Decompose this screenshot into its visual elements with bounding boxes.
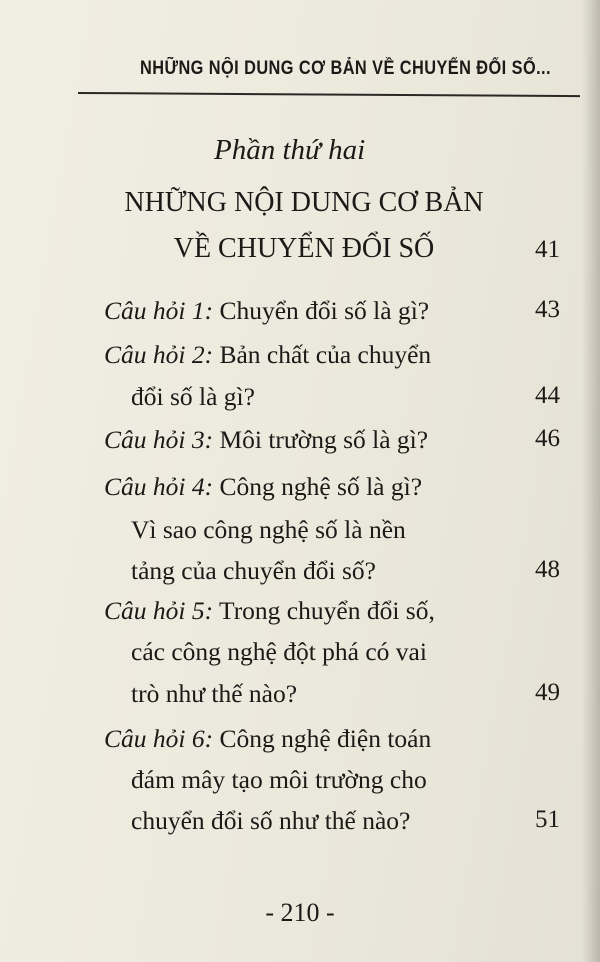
toc-entry-page: 46 — [535, 425, 560, 452]
toc-entry-6 — [104, 724, 431, 754]
toc-entry-label: Câu hỏi 3: — [104, 425, 214, 454]
page-edge-shadow — [582, 0, 600, 962]
toc-entry-label: Câu hỏi 1: — [104, 296, 214, 325]
section-title-line-2: VỀ CHUYỂN ĐỔI SỐ — [173, 233, 435, 264]
toc-entry-continuation: đổi số là gì? — [131, 382, 255, 411]
toc-entry-page: 48 — [535, 556, 560, 583]
toc-entry-text: Chuyển đổi số là gì? — [219, 296, 430, 325]
toc-entry-text: Bản chất của chuyển — [219, 340, 432, 369]
toc-entry-text: Công nghệ số là gì? — [219, 472, 423, 501]
toc-entry-page: 43 — [535, 296, 560, 323]
toc-entry-4 — [104, 472, 422, 502]
toc-entry-page: 49 — [535, 679, 560, 706]
running-head: NHỮNG NỘI DUNG CƠ BẢN VỀ CHUYỂN ĐỔI SỐ... — [140, 58, 551, 79]
toc-entry-1 — [104, 296, 429, 326]
toc-entry-continuation: tảng của chuyển đổi số? — [131, 556, 377, 585]
toc-entry-continuation: đám mây tạo môi trường cho — [131, 765, 427, 794]
toc-entry-continuation: trò như thế nào? — [131, 679, 298, 708]
toc-entry-3 — [104, 425, 428, 455]
toc-entry-continuation: Vì sao công nghệ số là nền — [131, 515, 406, 544]
header-rule — [78, 92, 580, 97]
toc-entry-page: 51 — [535, 806, 560, 833]
section-page-number: 41 — [535, 236, 560, 263]
toc-entry-5 — [104, 596, 435, 626]
toc-entry-text: Công nghệ điện toán — [219, 724, 432, 753]
page-number: - 210 - — [265, 898, 335, 927]
section-title-line-1: NHỮNG NỘI DUNG CƠ BẢN — [124, 187, 484, 218]
toc-entry-label: Câu hỏi 5: — [104, 596, 214, 625]
toc-entry-continuation: chuyển đổi số như thế nào? — [131, 806, 411, 835]
toc-entry-2 — [104, 340, 431, 370]
toc-entry-continuation: các công nghệ đột phá có vai — [131, 637, 427, 666]
toc-entry-label: Câu hỏi 4: — [104, 472, 214, 501]
part-label: Phần thứ hai — [214, 134, 366, 166]
toc-entry-text: Môi trường số là gì? — [219, 425, 429, 454]
toc-entry-label: Câu hỏi 2: — [104, 340, 214, 369]
toc-entry-page: 44 — [535, 382, 560, 409]
toc-entry-label: Câu hỏi 6: — [104, 724, 214, 753]
toc-entry-text: Trong chuyển đổi số, — [219, 596, 435, 625]
